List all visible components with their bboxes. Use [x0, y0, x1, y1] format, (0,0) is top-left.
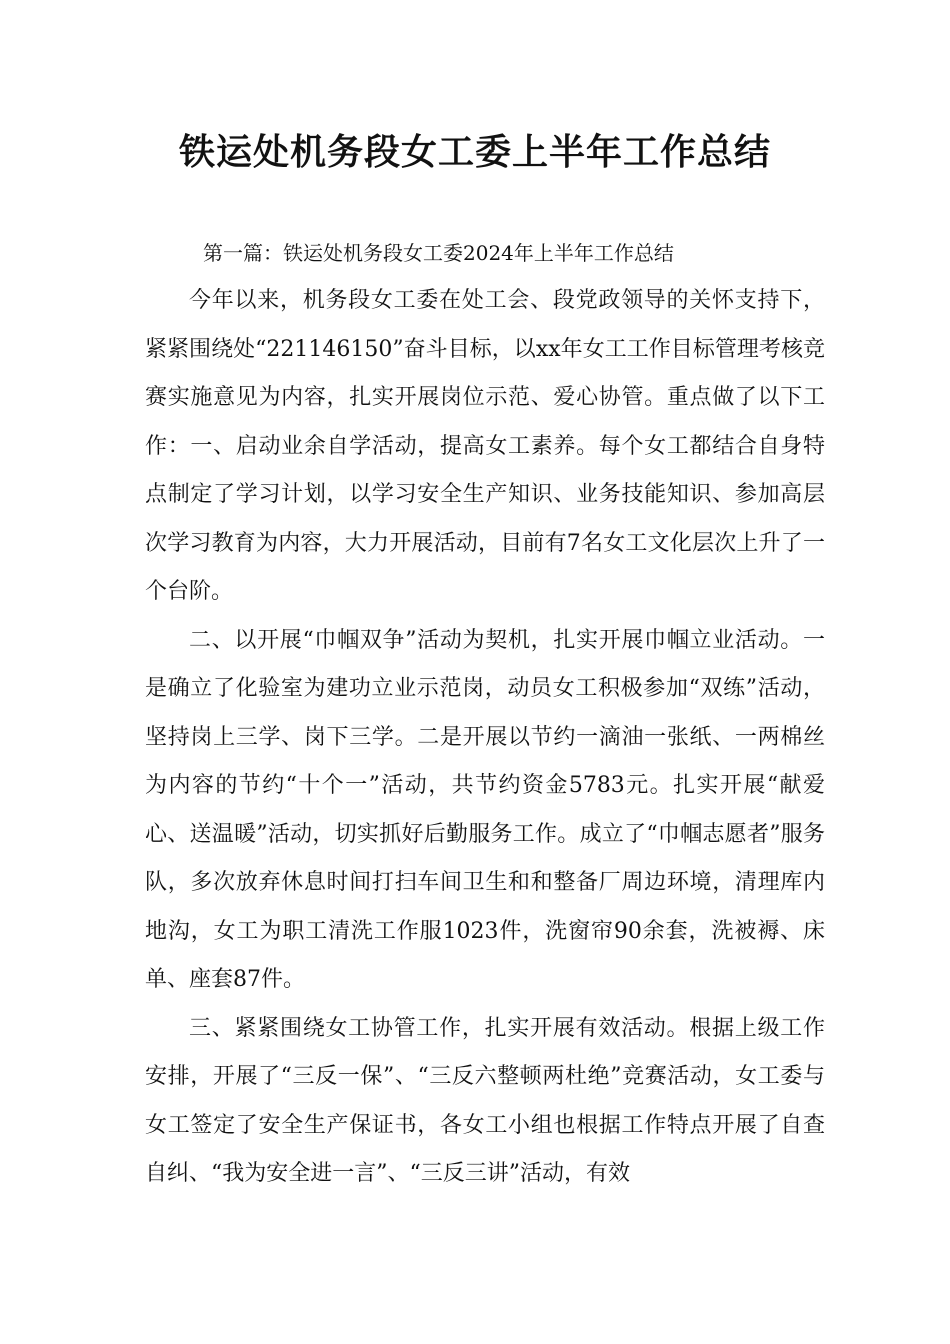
document-title: 铁运处机务段女工委上半年工作总结 — [178, 132, 771, 173]
paragraph-1: 今年以来，机务段女工委在处工会、段党政领导的关怀支持下，紧紧围绕处“221146150”奋斗目标，以xx年女工工作目标管理考核竞赛实施意见为内容，扎实开展岗位示范、爱心协管。重点做了以下工作：一、启动业余自学活动，提高女工素养。每个女工都结合自身特点制定了学习计划，以学习安全生产知识、业务技能知识、参加高层次学习教育为内容，大力开展活动，目前有7名女工文化层次上升了一个台阶。 — [145, 288, 825, 604]
paragraph-2: 二、以开展“巾帼双争”活动为契机，扎实开展巾帼立业活动。一是确立了化验室为建功立业示范岗，动员女工积极参加“双练”活动，坚持岗上三学、岗下三学。二是开展以节约一滴油一张纸、一两棉丝为内容的节约“十个一”活动，共节约资金5783元。扎实开展“献爱心、送温暖”活动，切实抓好后勤服务工作。成立了“巾帼志愿者”服务队，多次放弃休息时间打扫车间卫生和和整备厂周边环境，清理库内地沟，女工为职工清洗工作服1023件，洗窗帘90余套，洗被褥、床单、座套87件。 — [145, 627, 825, 992]
document-body — [145, 229, 825, 1199]
section-subtitle: 第一篇：铁运处机务段女工委2024年上半年工作总结 — [203, 241, 674, 265]
paragraph-3: 三、紧紧围绕女工协管工作，扎实开展有效活动。根据上级工作安排，开展了“三反一保”、“三反六整顿两杜绝”竞赛活动，女工委与女工签定了安全生产保证书，各女工小组也根据工作特点开展了自查自纠、“我为安全进一言”、“三反三讲”活动，有效 — [145, 1015, 825, 1186]
